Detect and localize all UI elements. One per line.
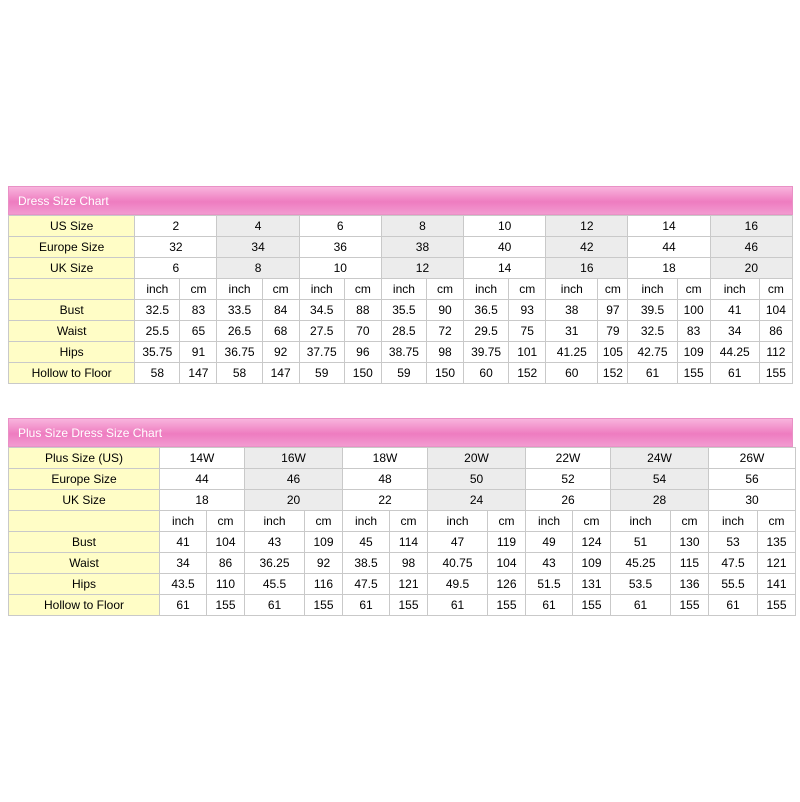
unit-label: cm	[344, 279, 381, 300]
row-label: Waist	[9, 321, 135, 342]
measurement-cell: 88	[344, 300, 381, 321]
measurement-cell: 47.5	[709, 553, 758, 574]
size-cell: 6	[135, 258, 217, 279]
measurement-cell: 152	[509, 363, 546, 384]
measurement-cell: 59	[381, 363, 426, 384]
measurement-cell: 51	[611, 532, 671, 553]
measurement-cell: 112	[759, 342, 792, 363]
row-uk	[9, 490, 796, 511]
measurement-cell: 31	[546, 321, 598, 342]
measurement-cell: 36.25	[245, 553, 305, 574]
measurement-cell: 86	[207, 553, 245, 574]
unit-label: inch	[217, 279, 262, 300]
measurement-cell: 91	[180, 342, 217, 363]
measurement-cell: 45.5	[245, 574, 305, 595]
measurement-cell: 130	[671, 532, 709, 553]
unit-label: inch	[343, 511, 390, 532]
unit-label: cm	[671, 511, 709, 532]
measurement-cell: 53.5	[611, 574, 671, 595]
size-table	[8, 447, 796, 616]
measurement-cell: 150	[426, 363, 463, 384]
unit-label: cm	[488, 511, 526, 532]
measurement-cell: 60	[546, 363, 598, 384]
unit-label: cm	[262, 279, 299, 300]
measurement-cell: 155	[677, 363, 710, 384]
unit-label: inch	[526, 511, 573, 532]
measurement-cell: 84	[262, 300, 299, 321]
measurement-cell: 75	[509, 321, 546, 342]
measurement-cell: 70	[344, 321, 381, 342]
size-cell: 8	[217, 258, 299, 279]
measurement-cell: 53	[709, 532, 758, 553]
size-cell: 16W	[245, 448, 343, 469]
size-cell: 52	[526, 469, 611, 490]
measurement-cell: 109	[677, 342, 710, 363]
size-cell: 20	[710, 258, 792, 279]
measurement-cell: 86	[759, 321, 792, 342]
row-label: Hollow to Floor	[9, 595, 160, 616]
size-cell: 24W	[611, 448, 709, 469]
size-cell: 18	[628, 258, 710, 279]
measurement-cell: 27.5	[299, 321, 344, 342]
row-waist	[9, 553, 796, 574]
measurement-cell: 33.5	[217, 300, 262, 321]
size-cell: 18W	[343, 448, 428, 469]
measurement-cell: 155	[305, 595, 343, 616]
size-cell: 40	[464, 237, 546, 258]
size-cell: 12	[381, 258, 463, 279]
measurement-cell: 83	[180, 300, 217, 321]
measurement-cell: 49	[526, 532, 573, 553]
measurement-cell: 28.5	[381, 321, 426, 342]
size-cell: 10	[299, 258, 381, 279]
unit-label: inch	[628, 279, 677, 300]
measurement-cell: 34	[160, 553, 207, 574]
unit-label: cm	[758, 511, 796, 532]
row-us	[9, 448, 796, 469]
measurement-cell: 147	[262, 363, 299, 384]
measurement-cell: 51.5	[526, 574, 573, 595]
unit-label: inch	[245, 511, 305, 532]
size-cell: 50	[428, 469, 526, 490]
unit-label: cm	[573, 511, 611, 532]
size-cell: 22	[343, 490, 428, 511]
size-cell: 28	[611, 490, 709, 511]
blank-cell	[9, 511, 160, 532]
measurement-cell: 39.5	[628, 300, 677, 321]
unit-label: cm	[207, 511, 245, 532]
measurement-cell: 35.75	[135, 342, 180, 363]
size-cell: 24	[428, 490, 526, 511]
measurement-cell: 58	[135, 363, 180, 384]
measurement-cell: 93	[509, 300, 546, 321]
row-bust	[9, 532, 796, 553]
row-label: Waist	[9, 553, 160, 574]
size-table	[8, 215, 793, 384]
measurement-cell: 155	[390, 595, 428, 616]
dress-size-chart	[8, 186, 793, 384]
measurement-cell: 47.5	[343, 574, 390, 595]
measurement-cell: 135	[758, 532, 796, 553]
unit-label: cm	[759, 279, 792, 300]
unit-label: cm	[598, 279, 628, 300]
size-cell: 44	[628, 237, 710, 258]
measurement-cell: 49.5	[428, 574, 488, 595]
size-cell: 14W	[160, 448, 245, 469]
row-uk	[9, 258, 793, 279]
plus-size-chart	[8, 418, 793, 616]
row-label: Europe Size	[9, 469, 160, 490]
measurement-cell: 90	[426, 300, 463, 321]
measurement-cell: 104	[207, 532, 245, 553]
unit-label: inch	[381, 279, 426, 300]
measurement-cell: 97	[598, 300, 628, 321]
measurement-cell: 155	[207, 595, 245, 616]
row-units	[9, 511, 796, 532]
measurement-cell: 115	[671, 553, 709, 574]
size-cell: 16	[546, 258, 628, 279]
size-cell: 44	[160, 469, 245, 490]
measurement-cell: 41	[710, 300, 759, 321]
size-cell: 12	[546, 216, 628, 237]
size-cell: 32	[135, 237, 217, 258]
row-label: Hollow to Floor	[9, 363, 135, 384]
measurement-cell: 42.75	[628, 342, 677, 363]
measurement-cell: 155	[758, 595, 796, 616]
row-units	[9, 279, 793, 300]
measurement-cell: 131	[573, 574, 611, 595]
size-cell: 48	[343, 469, 428, 490]
unit-label: inch	[710, 279, 759, 300]
size-cell: 20W	[428, 448, 526, 469]
row-hollow	[9, 595, 796, 616]
row-europe	[9, 237, 793, 258]
size-cell: 54	[611, 469, 709, 490]
row-label: UK Size	[9, 258, 135, 279]
measurement-cell: 155	[671, 595, 709, 616]
size-cell: 30	[709, 490, 796, 511]
size-cell: 8	[381, 216, 463, 237]
row-label: Plus Size (US)	[9, 448, 160, 469]
measurement-cell: 41	[160, 532, 207, 553]
size-cell: 56	[709, 469, 796, 490]
measurement-cell: 126	[488, 574, 526, 595]
measurement-cell: 32.5	[628, 321, 677, 342]
measurement-cell: 36.5	[464, 300, 509, 321]
measurement-cell: 29.5	[464, 321, 509, 342]
unit-label: inch	[428, 511, 488, 532]
unit-label: cm	[426, 279, 463, 300]
unit-label: inch	[160, 511, 207, 532]
measurement-cell: 98	[390, 553, 428, 574]
measurement-cell: 32.5	[135, 300, 180, 321]
measurement-cell: 36.75	[217, 342, 262, 363]
measurement-cell: 121	[390, 574, 428, 595]
row-hollow	[9, 363, 793, 384]
row-us	[9, 216, 793, 237]
measurement-cell: 98	[426, 342, 463, 363]
measurement-cell: 116	[305, 574, 343, 595]
measurement-cell: 124	[573, 532, 611, 553]
measurement-cell: 155	[573, 595, 611, 616]
measurement-cell: 61	[709, 595, 758, 616]
measurement-cell: 39.75	[464, 342, 509, 363]
measurement-cell: 61	[343, 595, 390, 616]
size-cell: 16	[710, 216, 792, 237]
measurement-cell: 68	[262, 321, 299, 342]
measurement-cell: 109	[573, 553, 611, 574]
measurement-cell: 37.75	[299, 342, 344, 363]
unit-label: cm	[509, 279, 546, 300]
unit-label: inch	[611, 511, 671, 532]
unit-label: inch	[464, 279, 509, 300]
row-label: US Size	[9, 216, 135, 237]
measurement-cell: 110	[207, 574, 245, 595]
measurement-cell: 141	[758, 574, 796, 595]
size-cell: 34	[217, 237, 299, 258]
row-waist	[9, 321, 793, 342]
measurement-cell: 61	[628, 363, 677, 384]
size-cell: 2	[135, 216, 217, 237]
size-cell: 14	[464, 258, 546, 279]
measurement-cell: 100	[677, 300, 710, 321]
measurement-cell: 38.5	[343, 553, 390, 574]
size-cell: 46	[245, 469, 343, 490]
unit-label: cm	[390, 511, 428, 532]
row-label: Hips	[9, 342, 135, 363]
row-europe	[9, 469, 796, 490]
measurement-cell: 83	[677, 321, 710, 342]
row-label: Hips	[9, 574, 160, 595]
measurement-cell: 58	[217, 363, 262, 384]
measurement-cell: 60	[464, 363, 509, 384]
size-cell: 6	[299, 216, 381, 237]
size-cell: 26W	[709, 448, 796, 469]
measurement-cell: 35.5	[381, 300, 426, 321]
size-cell: 42	[546, 237, 628, 258]
unit-label: inch	[299, 279, 344, 300]
measurement-cell: 150	[344, 363, 381, 384]
measurement-cell: 43	[245, 532, 305, 553]
size-cell: 38	[381, 237, 463, 258]
unit-label: inch	[135, 279, 180, 300]
measurement-cell: 61	[611, 595, 671, 616]
chart-title: Plus Size Dress Size Chart	[8, 418, 793, 447]
blank-cell	[9, 279, 135, 300]
measurement-cell: 38.75	[381, 342, 426, 363]
measurement-cell: 26.5	[217, 321, 262, 342]
measurement-cell: 45.25	[611, 553, 671, 574]
size-cell: 18	[160, 490, 245, 511]
unit-label: inch	[546, 279, 598, 300]
size-cell: 22W	[526, 448, 611, 469]
measurement-cell: 43.5	[160, 574, 207, 595]
row-hips	[9, 574, 796, 595]
unit-label: inch	[709, 511, 758, 532]
measurement-cell: 147	[180, 363, 217, 384]
measurement-cell: 34.5	[299, 300, 344, 321]
row-label: Bust	[9, 532, 160, 553]
size-cell: 46	[710, 237, 792, 258]
measurement-cell: 40.75	[428, 553, 488, 574]
measurement-cell: 47	[428, 532, 488, 553]
row-bust	[9, 300, 793, 321]
measurement-cell: 61	[160, 595, 207, 616]
measurement-cell: 155	[488, 595, 526, 616]
measurement-cell: 136	[671, 574, 709, 595]
size-cell: 36	[299, 237, 381, 258]
size-cell: 4	[217, 216, 299, 237]
size-cell: 14	[628, 216, 710, 237]
measurement-cell: 109	[305, 532, 343, 553]
measurement-cell: 92	[305, 553, 343, 574]
measurement-cell: 44.25	[710, 342, 759, 363]
measurement-cell: 101	[509, 342, 546, 363]
measurement-cell: 41.25	[546, 342, 598, 363]
measurement-cell: 92	[262, 342, 299, 363]
measurement-cell: 114	[390, 532, 428, 553]
measurement-cell: 72	[426, 321, 463, 342]
unit-label: cm	[677, 279, 710, 300]
measurement-cell: 65	[180, 321, 217, 342]
measurement-cell: 55.5	[709, 574, 758, 595]
measurement-cell: 61	[428, 595, 488, 616]
row-label: Bust	[9, 300, 135, 321]
measurement-cell: 34	[710, 321, 759, 342]
row-hips	[9, 342, 793, 363]
measurement-cell: 119	[488, 532, 526, 553]
measurement-cell: 105	[598, 342, 628, 363]
measurement-cell: 45	[343, 532, 390, 553]
measurement-cell: 96	[344, 342, 381, 363]
measurement-cell: 104	[759, 300, 792, 321]
measurement-cell: 38	[546, 300, 598, 321]
measurement-cell: 155	[759, 363, 792, 384]
size-cell: 20	[245, 490, 343, 511]
measurement-cell: 25.5	[135, 321, 180, 342]
unit-label: cm	[305, 511, 343, 532]
measurement-cell: 61	[245, 595, 305, 616]
measurement-cell: 43	[526, 553, 573, 574]
measurement-cell: 104	[488, 553, 526, 574]
unit-label: cm	[180, 279, 217, 300]
measurement-cell: 61	[526, 595, 573, 616]
chart-title: Dress Size Chart	[8, 186, 793, 215]
measurement-cell: 59	[299, 363, 344, 384]
size-cell: 26	[526, 490, 611, 511]
measurement-cell: 121	[758, 553, 796, 574]
measurement-cell: 79	[598, 321, 628, 342]
measurement-cell: 61	[710, 363, 759, 384]
row-label: Europe Size	[9, 237, 135, 258]
size-cell: 10	[464, 216, 546, 237]
row-label: UK Size	[9, 490, 160, 511]
measurement-cell: 152	[598, 363, 628, 384]
